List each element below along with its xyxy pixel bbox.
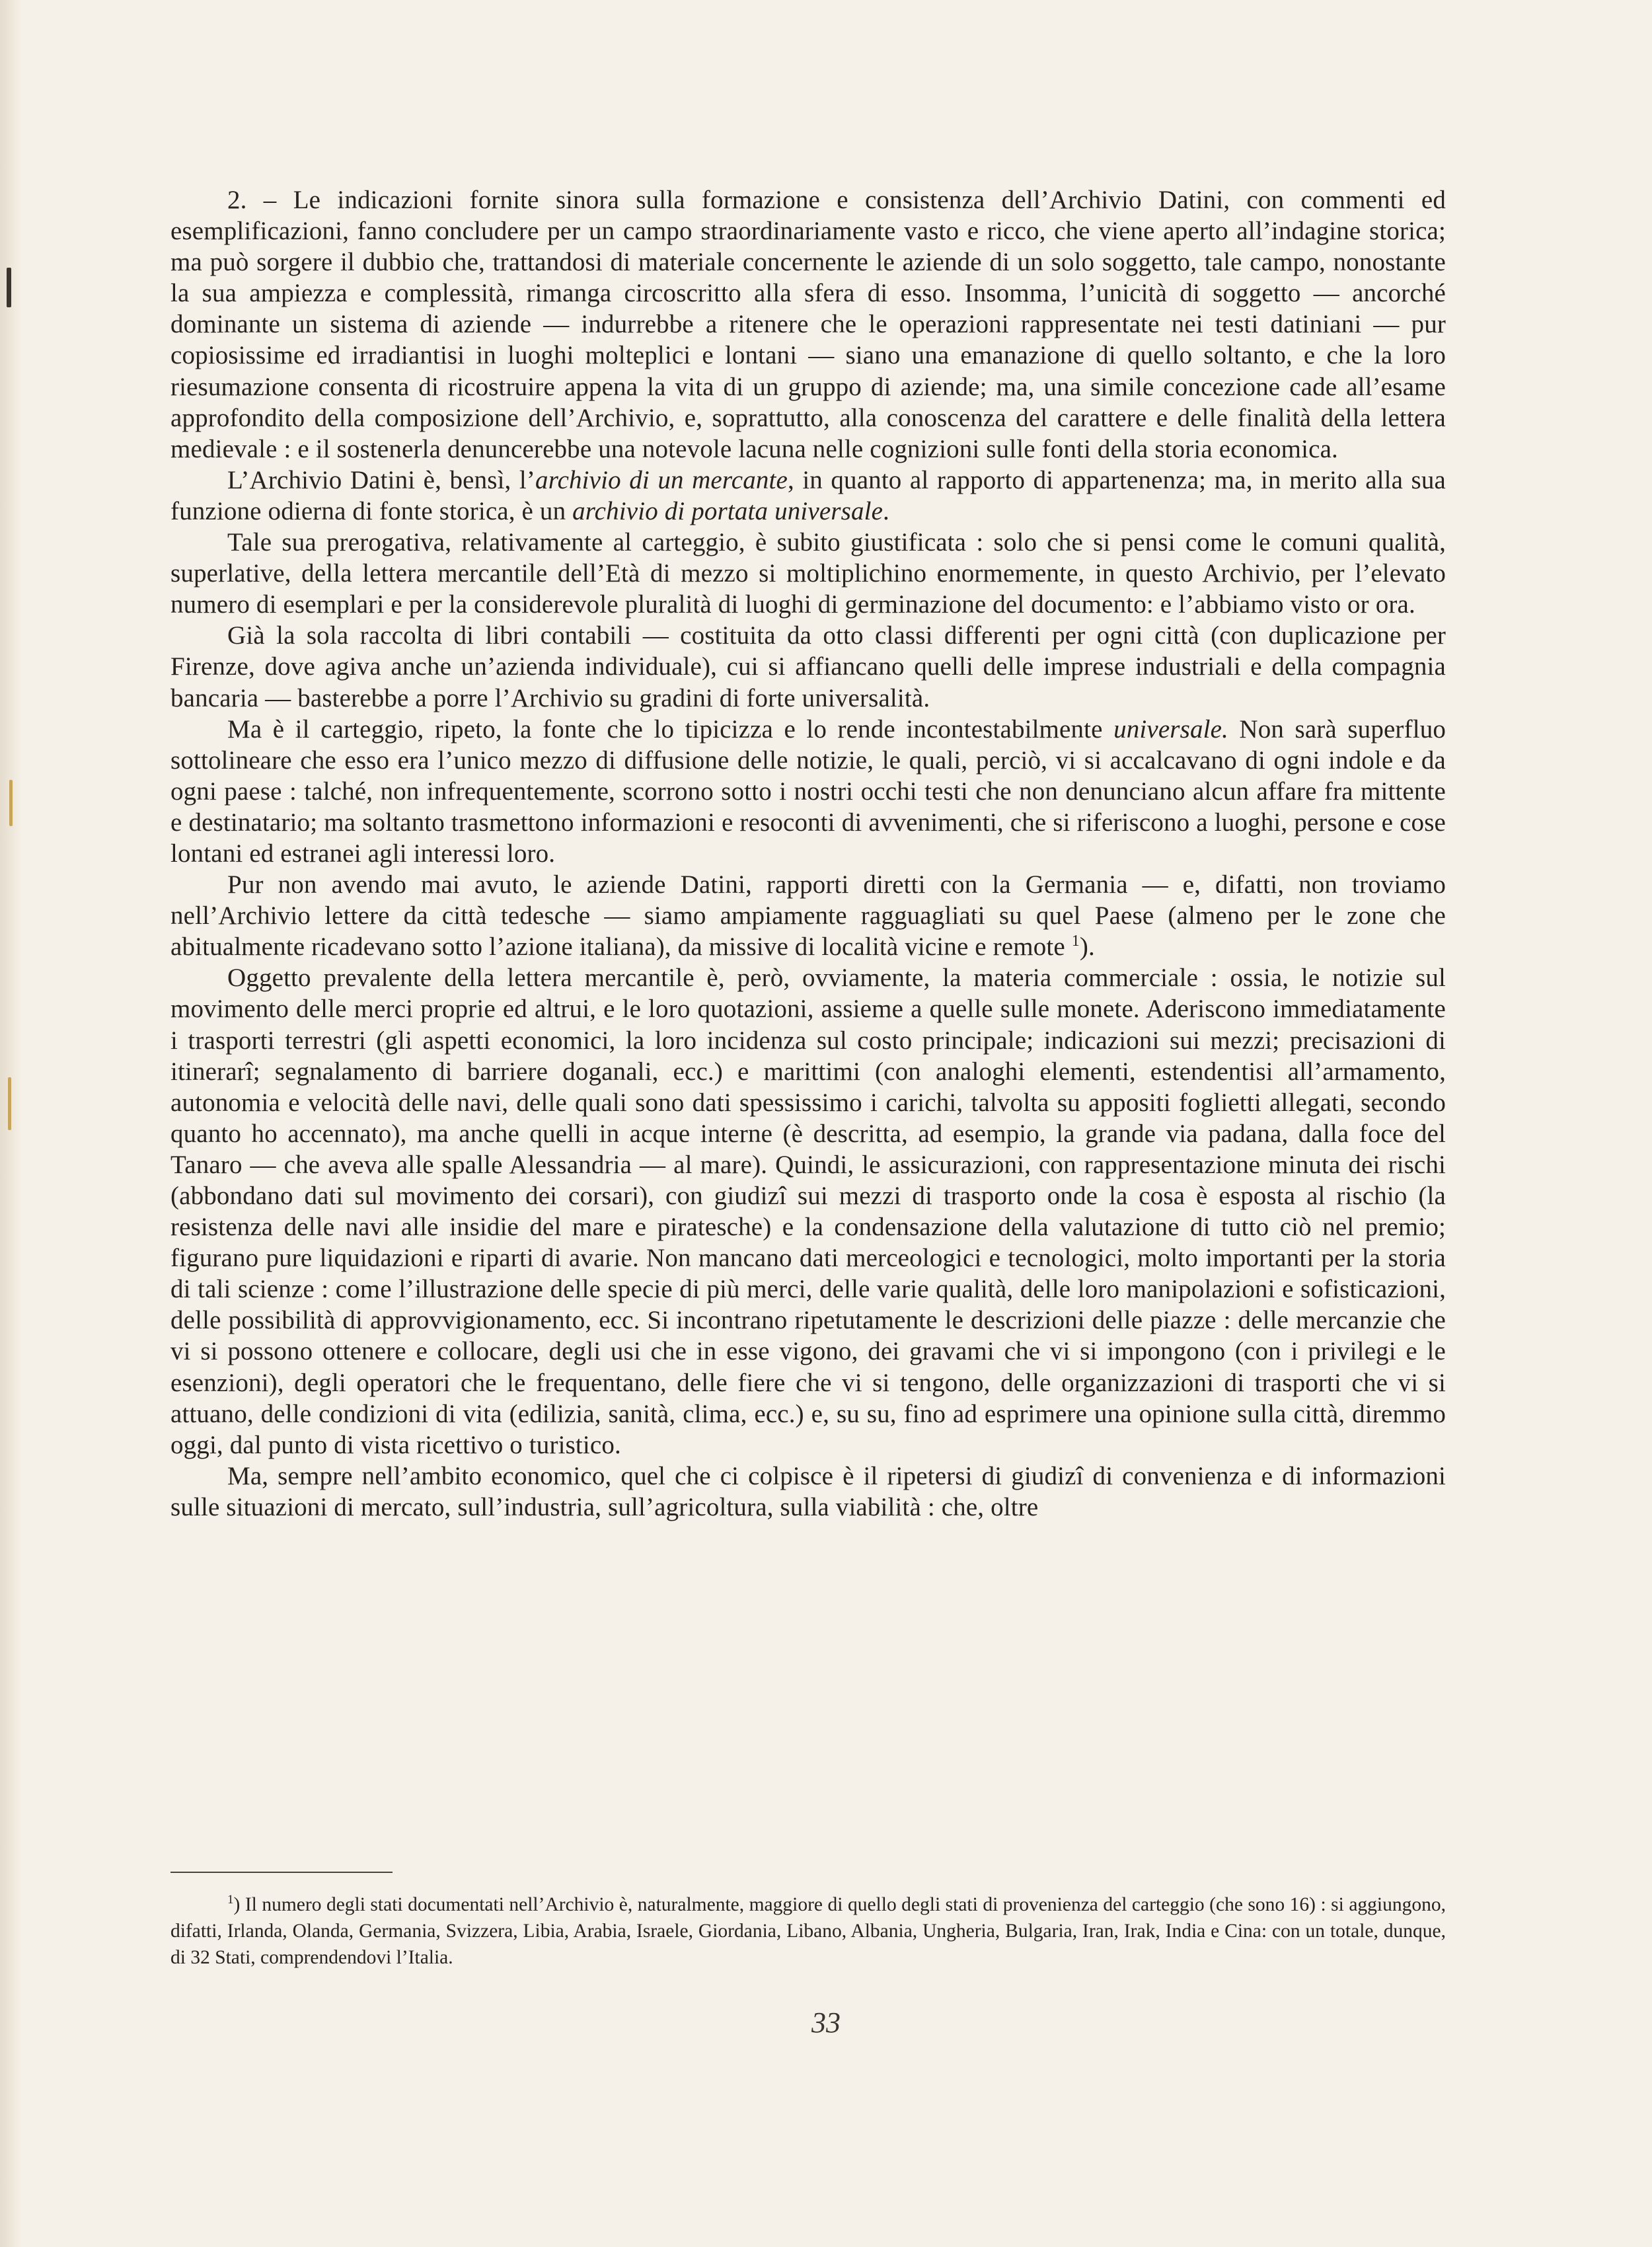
page-edge-shadow <box>0 0 22 2247</box>
paragraph <box>170 465 1446 527</box>
footnote-marker: 1 <box>227 1893 234 1907</box>
paragraph-text: Ma è il carteggio, ripeto, la fonte che lo tipicizza e lo rende incontestabilmente <box>227 714 1114 743</box>
paragraph-text: ). <box>1079 933 1095 962</box>
paragraph-text: , in quanto al rapporto di appartenenza; ma, in merito alla sua funzione odierna di fonte storica, è un <box>170 465 1446 525</box>
paragraph: Oggetto prevalente della lettera mercantile è, però, ovviamente, la materia commerciale : ossia, le notizie sul movimento delle merci proprie ed altrui, e le loro quotazioni, assieme a quelle sulle monete. Aderiscono immediatamente i trasporti terrestri (gli aspetti economici, la loro incidenza sul costo principale; indicazioni sui mezzi; precisazioni di itinerarî; segnalamento di barriere doganali, ecc.) e marittimi (con analoghi elementi, estendentisi all’armamento, autonomia e velocità delle navi, delle quali sono dati spessissimo i carichi, talvolta su appositi foglietti allegati, secondo quanto ho accennato), ma anche quelli in acque interne (è descritta, ad esempio, la grande via padana, dalla foce del Tanaro — che aveva alle spalle Alessandria — al mare). Quindi, le assicurazioni, con rappresentazione minuta dei rischi (abbondano dati sul movimento dei corsari), con giudizî sui mezzi di trasporto onde la cosa è esposta al rischio (la resistenza delle navi alle insidie del mare e piratesche) e la condensazione della valutazione di tutto ciò nel premio; figurano pure liquidazioni e riparti di avarie. Non mancano dati merceologici e tecnologici, molto importanti per la storia di tali scienze : come l’illustrazione delle specie di più merci, delle varie qualità, delle loro manipolazioni e sofisticazioni, delle possibilità di approvvigionamento, ecc. Si incontrano ripetutamente le descrizioni delle piazze : delle mercanzie che vi si possono ottenere e collocare, degli usi che in esse vigono, dei gravami che vi si impongono (con i privilegi e le esenzioni), degli operatori che le frequentano, delle fiere che vi si tengono, delle organizzazioni di trasporti che vi si attuano, delle condizioni di vita (edilizia, sanità, clima, ecc.) e, su su, fino ad esprimere una opinione sulla città, diremmo oggi, dal punto di vista ricettivo o turistico. <box>170 964 1446 1459</box>
page-number: 33 <box>811 2006 841 2039</box>
paragraph-text: L’Archivio Datini è, bensì, l’ <box>227 465 536 494</box>
paragraph: Tale sua prerogativa, relativamente al carteggio, è subito giustificata : solo che si pensi come le comuni qualità, superlative, della lettera mercantile dell’Età di mezzo si moltiplichino enormemente, in questo Archivio, per l’elevato numero di esemplari e per la considerevole pluralità di luoghi di germinazione del documento: e l’abbiamo visto or ora. <box>170 528 1446 619</box>
paragraph <box>170 714 1446 869</box>
footnote <box>170 1891 1446 1971</box>
paragraph-text: . <box>883 496 889 525</box>
italic-phrase: universale. <box>1113 714 1228 743</box>
paragraph-text: Non sarà superfluo sottolineare che esso era l’unico mezzo di diffusione delle notizie, le quali, perciò, vi si accalcavano di ogni indole e da ogni paese : talché, non infrequentemente, scorrono sotto i nostri occhi testi che non denunciano alcun affare fra mittente e destinatario; ma soltanto trasmettono informazioni e resoconti di avvenimenti, che si riferiscono a luoghi, persone e cose lontani ed estranei agli interessi loro. <box>170 714 1446 868</box>
section-number: 2. <box>227 186 247 214</box>
paragraph: Ma, sempre nell’ambito economico, quel che ci colpisce è il ripetersi di giudizî di convenienza e di informazioni sulle situazioni di mercato, sull’industria, sull’agricoltura, sulla viabilità : che, oltre <box>170 1461 1446 1521</box>
footnote-divider <box>170 1872 393 1873</box>
binding-mark <box>8 1077 11 1130</box>
paragraph: Già la sola raccolta di libri contabili — costituita da otto classi differenti per ogni città (con duplicazione per Firenze, dove agiva anche un’azienda individuale), cui si affiancano quelli delle imprese industriali e della compagnia bancaria — basterebbe a porre l’Archivio su gradini di forte universalità. <box>170 621 1446 712</box>
italic-phrase: archivio di un mercante <box>535 465 788 494</box>
footnote-marker-close: ) <box>233 1894 241 1915</box>
binding-mark <box>9 780 13 826</box>
paragraph <box>170 869 1446 962</box>
binding-mark <box>7 268 11 307</box>
paragraph <box>170 184 1446 465</box>
footnote-text: Il numero degli stati documentati nell’Archivio è, naturalmente, maggiore di quello degli stati di provenienza del carteggio (che sono 16) : si aggiungono, difatti, Irlanda, Olanda, Germania, Svizzera, Libia, Arabia, Israele, Giordania, Libano, Albania, Ungheria, Bulgaria, Iran, Irak, India e Cina: con un totale, dunque, di 32 Stati, comprendendovi l’Italia. <box>170 1894 1446 1968</box>
footnote-reference[interactable]: 1 <box>1071 933 1080 950</box>
paragraph-text: Pur non avendo mai avuto, le aziende Datini, rapporti diretti con la Germania — e, difatti, non troviamo nell’Archivio lettere da città tedesche — siamo ampiamente ragguagliati su quel Paese (almeno per le zone che abitualmente ricadevano sotto l’azione italiana), da missive di località vicine e remote <box>170 870 1446 962</box>
italic-phrase: archivio di portata universale <box>572 496 883 525</box>
paragraph-text: – Le indicazioni fornite sinora sulla formazione e consistenza dell’Archivio Datini, con commenti ed esemplificazioni, fanno concludere per un campo straordinariamente vasto e ricco, che viene aperto all’indagine storica; ma può sorgere il dubbio che, trattandosi di materiale concernente le aziende di un solo soggetto, tale campo, nonostante la sua ampiezza e complessità, rimanga circoscritto alla sfera di esso. Insomma, l’unicità di soggetto — ancorché dominante un sistema di aziende — indurrebbe a ritenere che le operazioni rappresentate nei testi datiniani — pur copiosissime ed irradiantisi in luoghi molteplici e lontani — siano una emanazione di quello soltanto, e che la loro riesumazione consenta di ricostruire appena la vita di un gruppo di aziende; ma, una simile concezione cade all’esame approfondito della composizione dell’Archivio, e, soprattutto, alla conoscenza del carattere e delle finalità della lettera medievale : e il sostenerla denuncerebbe una notevole lacuna nelle cognizioni sulle fonti della storia economica. <box>170 186 1446 463</box>
main-text <box>170 184 1446 1523</box>
